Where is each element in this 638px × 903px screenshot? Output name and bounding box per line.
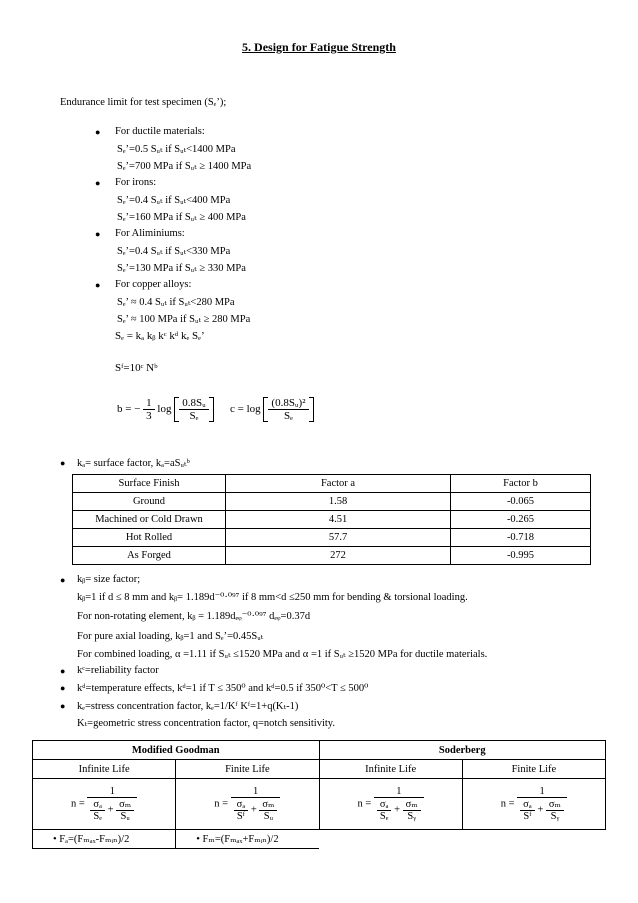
kb-nonrotating: For non-rotating element, kᵦ = 1.189dₑᵩ⁻⁰·⁰⁹⁷ dₑᵩ=0.37d: [77, 611, 311, 622]
kt-line: Kₜ=geometric stress concentration factor, q=notch sensitivity.: [77, 718, 335, 729]
ka-line: kₐ= surface factor, kₐ=aSᵤₜᵇ: [77, 458, 190, 469]
frac-a-num: σₐ: [520, 799, 535, 811]
formula-one: 1: [374, 786, 424, 798]
kb-line: kᵦ= size factor;: [77, 574, 141, 585]
frac-a-num: σₐ: [90, 799, 105, 811]
material-name: For Aliminiums:: [115, 228, 185, 239]
eq-c: [230, 397, 314, 422]
eq-se: Sₑ = kₐ kᵦ kᶜ kᵈ kₑ Sₑ’: [115, 330, 205, 342]
eq-b-lhs: b = −: [117, 403, 141, 416]
frac-m-num: σₘ: [546, 798, 564, 811]
criteria-group-row: [33, 741, 606, 760]
formula-frac: [231, 786, 281, 822]
criteria-formula: [176, 779, 319, 830]
eq-b-one: 1: [143, 397, 155, 410]
formula-den: $\frac{\text{σₐ}}{\text{Sₑ}}$ + $\frac{\text{σₘ}}{\text{Sᵤ}}$: [87, 798, 137, 822]
eq-b: [117, 397, 214, 422]
subheader: Finite Life: [176, 760, 319, 779]
frac-a-den: Sᶠ: [236, 810, 245, 822]
frac-m-num: σₘ: [259, 798, 277, 811]
table-header: Factor b: [451, 475, 591, 493]
frac-m-den: Sᵤ: [263, 811, 274, 822]
footer-fm: • Fₘ=(Fₘₐₓ+Fₘᵢₙ)/2: [176, 830, 319, 849]
footer-fa: • Fₐ=(Fₘₐₓ-Fₘᵢₙ)/2: [33, 830, 176, 849]
eq-c-frac: [268, 397, 308, 422]
criteria-formula: [33, 779, 176, 830]
frac-m-num: σₘ: [403, 798, 421, 811]
formula-n: n =: [500, 798, 515, 810]
eq-b-bracket: [174, 397, 213, 422]
frac-a: [377, 799, 392, 822]
frac-m: [403, 798, 421, 822]
formula-one: 1: [87, 786, 137, 798]
kb-axial: For pure axial loading, kᵦ=1 and Sₑ’=0.45Sᵤₜ: [77, 631, 264, 642]
frac-m-den: Sᵤ: [120, 811, 130, 822]
endurance-intro: Endurance limit for test specimen (Sₑ’);: [60, 97, 227, 108]
subheader: Infinite Life: [33, 760, 176, 779]
table-cell: As Forged: [73, 547, 226, 565]
kd-line: kᵈ=temperature effects, kᵈ=1 if T ≤ 350⁰ and kᵈ=0.5 if 350⁰<T ≤ 500⁰: [77, 683, 369, 694]
frac-a-den: Sᶠ: [523, 810, 532, 822]
frac-m: [259, 798, 277, 822]
bullet-icon: ●: [95, 280, 101, 290]
table-row: [73, 529, 591, 547]
criteria-formula-row: [33, 779, 606, 830]
table-row: [73, 493, 591, 511]
material-rule: Sₑ’ ≈ 100 MPa if Sᵤₜ ≥ 280 MPa: [117, 314, 251, 325]
eq-c-den: Sₑ: [283, 410, 293, 422]
eq-b-den: Sₑ: [189, 410, 199, 422]
criteria-footer-row: [33, 830, 606, 849]
table-cell: Ground: [73, 493, 226, 511]
criteria-formula: [462, 779, 605, 830]
eq-b-num: 0.8Sᵤ: [179, 397, 208, 410]
group-goodman: Modified Goodman: [33, 741, 320, 760]
fatigue-criteria-table: [32, 740, 606, 849]
formula-den: $\frac{\text{σₐ}}{\text{Sᶠ}}$ + $\frac{\text{σₘ}}{\text{Sᵤ}}$: [231, 798, 281, 822]
material-rule: Sₑ’=160 MPa if Sᵤₜ ≥ 400 MPa: [117, 212, 246, 223]
material-name: For irons:: [115, 177, 157, 188]
frac-a: [234, 799, 249, 822]
eq-c-num: (0.8Sᵤ)²: [268, 397, 308, 410]
table-cell: Hot Rolled: [73, 529, 226, 547]
formula-frac: [87, 786, 137, 822]
table-header: Surface Finish: [73, 475, 226, 493]
subheader: Finite Life: [462, 760, 605, 779]
material-rule: Sₑ’=700 MPa if Sᵤₜ ≥ 1400 MPa: [117, 161, 252, 172]
page-title: 5. Design for Fatigue Strength: [242, 40, 396, 54]
kb-detail: kᵦ=1 if d ≤ 8 mm and kᵦ= 1.189d⁻⁰·⁰⁹⁷ if 8 mm<d ≤250 mm for bending & torsional loading.: [77, 592, 468, 603]
frac-m-num: σₘ: [116, 798, 134, 811]
footer-empty: [319, 830, 606, 849]
eq-b-log: log: [157, 403, 172, 416]
bullet-icon: ●: [60, 666, 66, 676]
criteria-formula: [319, 779, 462, 830]
group-soderberg: Soderberg: [319, 741, 606, 760]
material-name: For ductile materials:: [115, 126, 205, 137]
table-cell: 57.7: [226, 529, 451, 547]
frac-a-num: σₐ: [377, 799, 392, 811]
formula-n: n =: [71, 798, 85, 810]
criteria-subheader-row: [33, 760, 606, 779]
formula-frac: [517, 786, 567, 822]
bullet-icon: ●: [95, 127, 101, 137]
eq-b-third: [143, 397, 155, 422]
table-cell: -0.265: [451, 511, 591, 529]
frac-a-den: Sₑ: [93, 810, 102, 822]
material-rule: Sₑ’=130 MPa if Sᵤₜ ≥ 330 MPa: [117, 263, 246, 274]
material-name: For copper alloys:: [115, 279, 192, 290]
eq-sf: Sᶠ=10ᶜ Nᵇ: [115, 362, 158, 374]
table-cell: 1.58: [226, 493, 451, 511]
material-rule: Sₑ’=0.5 Sᵤₜ if Sᵤₜ<1400 MPa: [117, 144, 236, 155]
kb-combined: For combined loading, α =1.11 if Sᵤₜ ≤1520 MPa and α =1 if Sᵤₜ ≥1520 MPa for ductile materials.: [77, 649, 488, 660]
ke-line: kₑ=stress concentration factor, kₑ=1/Kᶠ Kᶠ=1+q(Kₜ-1): [77, 701, 299, 712]
bullet-icon: ●: [60, 701, 66, 711]
table-cell: -0.995: [451, 547, 591, 565]
bullet-icon: ●: [95, 229, 101, 239]
table-cell: -0.065: [451, 493, 591, 511]
material-rule: Sₑ’=0.4 Sᵤₜ if Sᵤₜ<400 MPa: [117, 195, 231, 206]
table-cell: 272: [226, 547, 451, 565]
formula-den: $\frac{\text{σₐ}}{\text{Sₑ}}$ + $\frac{\text{σₘ}}{\text{Sᵧ}}$: [374, 798, 424, 822]
table-cell: -0.718: [451, 529, 591, 547]
material-rule: Sₑ’ ≈ 0.4 Sᵤₜ if Sᵤₜ<280 MPa: [117, 297, 235, 308]
eq-b-frac: [179, 397, 208, 422]
frac-a: [520, 799, 535, 822]
frac-a-num: σₐ: [234, 799, 249, 811]
formula-n: n =: [214, 798, 229, 810]
table-row: [73, 547, 591, 565]
formula-den: $\frac{\text{σₐ}}{\text{Sᶠ}}$ + $\frac{\text{σₘ}}{\text{Sᵧ}}$: [517, 798, 567, 822]
frac-a-den: Sₑ: [379, 810, 389, 822]
surface-factor-table: [72, 474, 591, 565]
subheader: Infinite Life: [319, 760, 462, 779]
eq-c-bracket: [263, 397, 313, 422]
formula-n: n =: [357, 798, 372, 810]
frac-m: [116, 798, 134, 822]
table-header: Factor a: [226, 475, 451, 493]
formula-one: 1: [231, 786, 281, 798]
table-cell: 4.51: [226, 511, 451, 529]
eq-c-lhs: c = log: [230, 403, 261, 416]
table-cell: Machined or Cold Drawn: [73, 511, 226, 529]
bullet-icon: ●: [60, 575, 66, 585]
bullet-icon: ●: [60, 683, 66, 693]
bullet-icon: ●: [60, 458, 66, 468]
kc-line: kᶜ=reliability factor: [77, 665, 159, 676]
eq-b-three: 3: [146, 410, 152, 422]
table-row: [73, 511, 591, 529]
table-header-row: [73, 475, 591, 493]
bullet-icon: ●: [95, 178, 101, 188]
formula-frac: [374, 786, 424, 822]
frac-a: [90, 799, 105, 822]
frac-m-den: Sᵧ: [407, 811, 416, 822]
frac-m: [546, 798, 564, 822]
material-rule: Sₑ’=0.4 Sᵤₜ if Sᵤₜ<330 MPa: [117, 246, 231, 257]
formula-one: 1: [517, 786, 567, 798]
frac-m-den: Sᵧ: [550, 811, 560, 822]
